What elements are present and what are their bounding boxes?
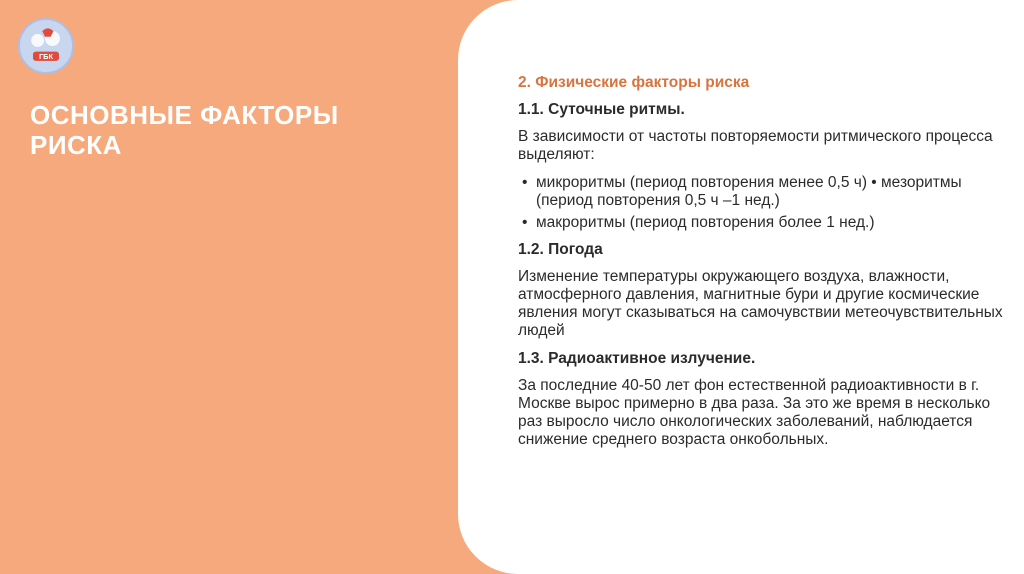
subsection-title-weather: 1.2. Погода (518, 241, 603, 258)
slide-title: ОСНОВНЫЕ ФАКТОРЫ РИСКА (30, 100, 339, 160)
rhythm-list (518, 174, 1008, 232)
paragraph-weather: Изменение температуры окружающего воздуха, влажности, атмосферного давления, магнитные бури и другие космические явления могут сказываться на самочувствии метеочувствительных людей (518, 268, 1003, 339)
subsection-title-rhythms: 1.1. Суточные ритмы. (518, 101, 685, 118)
list-item-text: макроритмы (период повторения более 1 нед.) (536, 214, 875, 231)
logo-icon (20, 20, 72, 72)
logo-text: ГБК (38, 52, 54, 61)
list-item (518, 214, 1008, 232)
logo (18, 18, 74, 74)
subsection-title-radiation: 1.3. Радиоактивное излучение. (518, 350, 756, 367)
bullet-icon: • (522, 174, 528, 191)
list-item-text: микроритмы (период повторения менее 0,5 ч) • мезоритмы (период повторения 0,5 ч –1 нед.) (536, 174, 962, 209)
content-card (458, 0, 1024, 574)
paragraph-radiation: За последние 40-50 лет фон естественной радиоактивности в г. Москве вырос примерно в два раза. За это же время в несколько раз выросло число онкологических заболеваний, наблюдается снижение среднего возраста онкобольных. (518, 377, 991, 448)
list-item (518, 174, 1008, 210)
content-body (518, 74, 1008, 459)
section-title: 2. Физические факторы риска (518, 74, 750, 91)
bullet-icon: • (522, 214, 528, 231)
paragraph-rhythms: В зависимости от частоты повторяемости ритмического процесса выделяют: (518, 128, 993, 163)
